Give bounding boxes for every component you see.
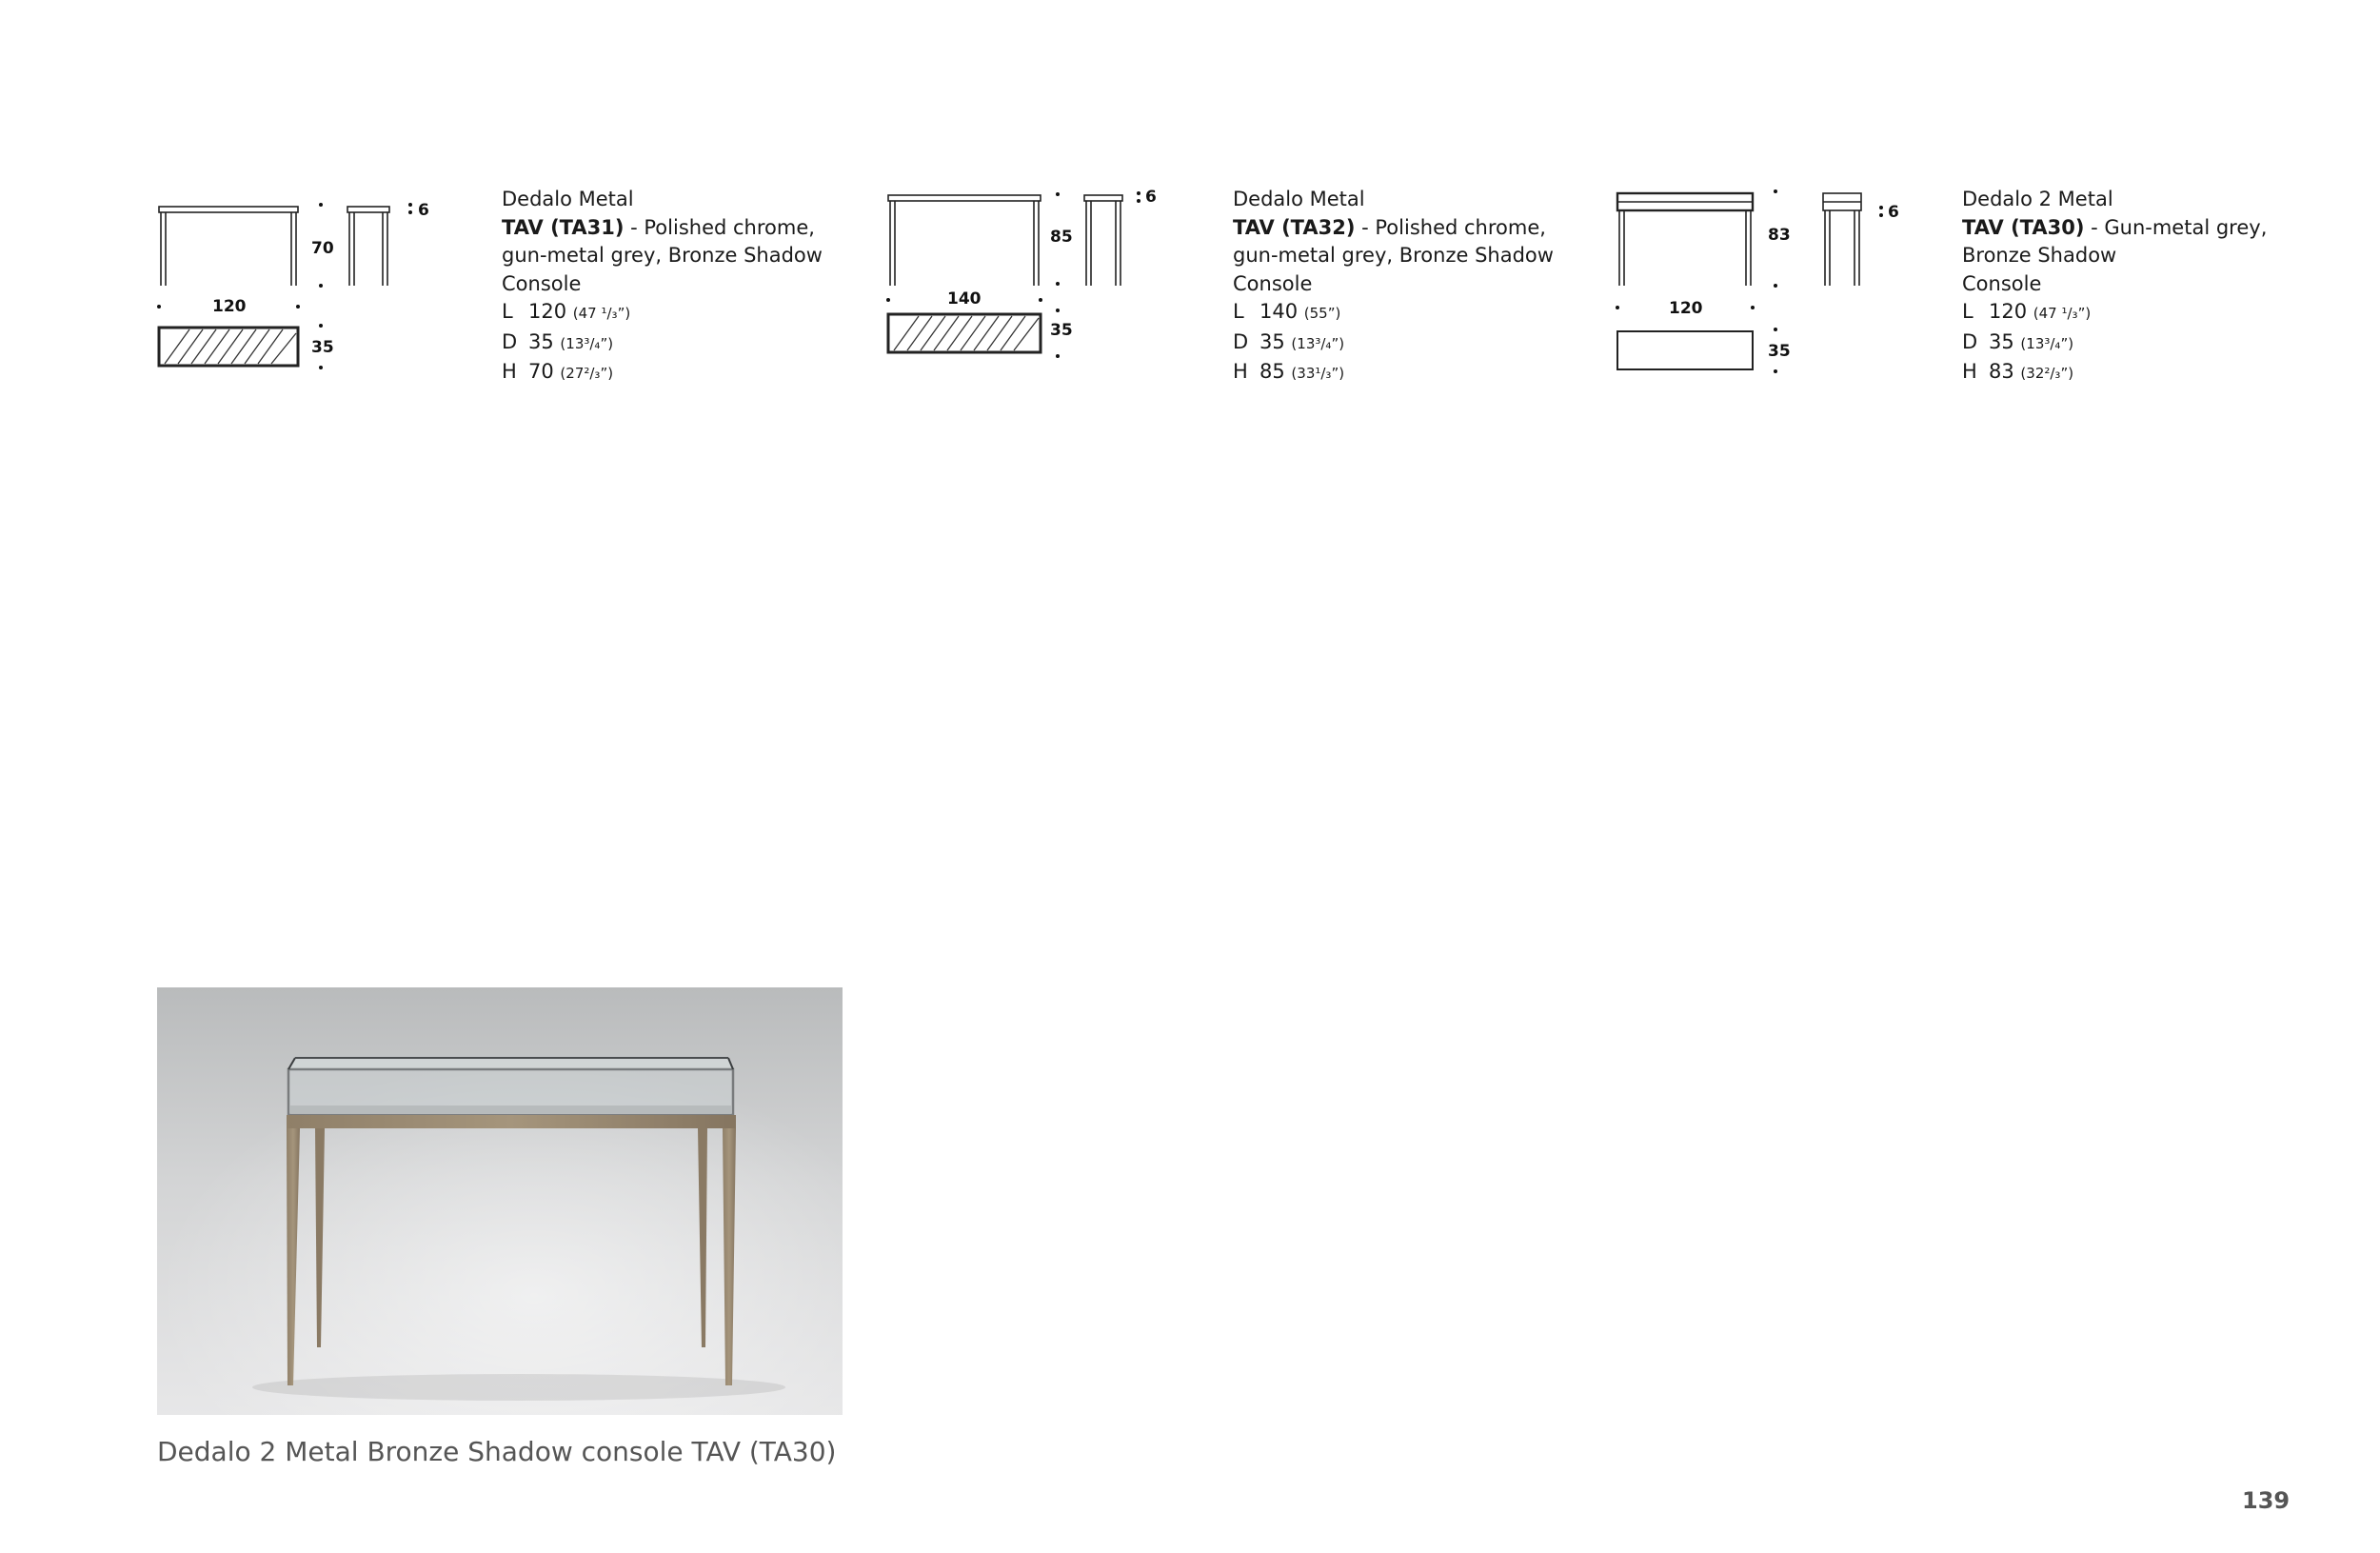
- product-finish-continued: Bronze Shadow: [1962, 244, 2117, 267]
- product-code-line: [502, 214, 823, 243]
- console-table-illustration: [157, 987, 843, 1415]
- product-finish-continued: gun-metal grey, Bronze Shadow: [502, 244, 823, 267]
- product-type: Console: [1962, 271, 2042, 295]
- product-name: Dedalo 2 Metal: [1962, 188, 2113, 210]
- depth-label: 35: [1050, 321, 1073, 340]
- product-finish: - Polished chrome,: [624, 215, 815, 239]
- dimension-length: L 120 (47 ¹/₃”): [1962, 300, 2092, 323]
- depth-label: 35: [311, 338, 334, 357]
- product-type: Console: [1233, 271, 1313, 295]
- spec-text: [1962, 186, 2267, 388]
- photo-caption: Dedalo 2 Metal Bronze Shadow console TAV (TA30): [157, 1436, 837, 1467]
- top-thickness-label: 6: [418, 201, 429, 220]
- product-code-line: [1962, 214, 2267, 243]
- dimension-height: H 85 (33¹/₃”): [1233, 360, 1345, 383]
- length-label: 120: [1669, 299, 1703, 318]
- product-block-ta32: [886, 181, 1610, 400]
- technical-drawing-ta32: [886, 181, 1229, 400]
- product-name: Dedalo Metal: [502, 188, 634, 210]
- dimension-depth: D 35 (13³/₄”): [1233, 329, 1345, 353]
- dimension-height: H 70 (27²/₃”): [502, 360, 614, 383]
- length-label: 140: [947, 289, 982, 309]
- product-finish: - Gun-metal grey,: [2084, 215, 2268, 239]
- product-code-line: [1233, 214, 1554, 243]
- product-finish: - Polished chrome,: [1355, 215, 1546, 239]
- top-thickness-label: 6: [1145, 188, 1157, 207]
- height-label: 70: [311, 239, 334, 258]
- dimension-depth: D 35 (13³/₄”): [1962, 329, 2074, 353]
- spec-text: [1233, 186, 1554, 388]
- length-label: 120: [212, 297, 247, 316]
- product-block-ta30: [1616, 181, 2339, 400]
- page-number: 139: [2242, 1487, 2291, 1514]
- technical-drawing-ta31: [157, 181, 500, 400]
- technical-drawing-ta30: [1616, 181, 1958, 400]
- dimension-height: H 83 (32²/₃”): [1962, 360, 2074, 383]
- product-finish-continued: gun-metal grey, Bronze Shadow: [1233, 244, 1554, 267]
- dimension-length: L 120 (47 ¹/₃”): [502, 300, 631, 323]
- product-block-ta31: [157, 181, 881, 400]
- product-photo: [157, 987, 843, 1415]
- product-code: TAV (TA31): [502, 215, 625, 239]
- product-code: TAV (TA32): [1233, 215, 1356, 239]
- dimension-length: L 140 (55”): [1233, 300, 1341, 323]
- top-thickness-label: 6: [1888, 203, 1899, 222]
- height-label: 85: [1050, 228, 1073, 247]
- depth-label: 35: [1768, 342, 1791, 361]
- product-name: Dedalo Metal: [1233, 188, 1365, 210]
- product-code: TAV (TA30): [1962, 215, 2085, 239]
- spec-text: [502, 186, 823, 388]
- product-type: Console: [502, 271, 582, 295]
- dimension-depth: D 35 (13³/₄”): [502, 329, 614, 353]
- height-label: 83: [1768, 226, 1791, 245]
